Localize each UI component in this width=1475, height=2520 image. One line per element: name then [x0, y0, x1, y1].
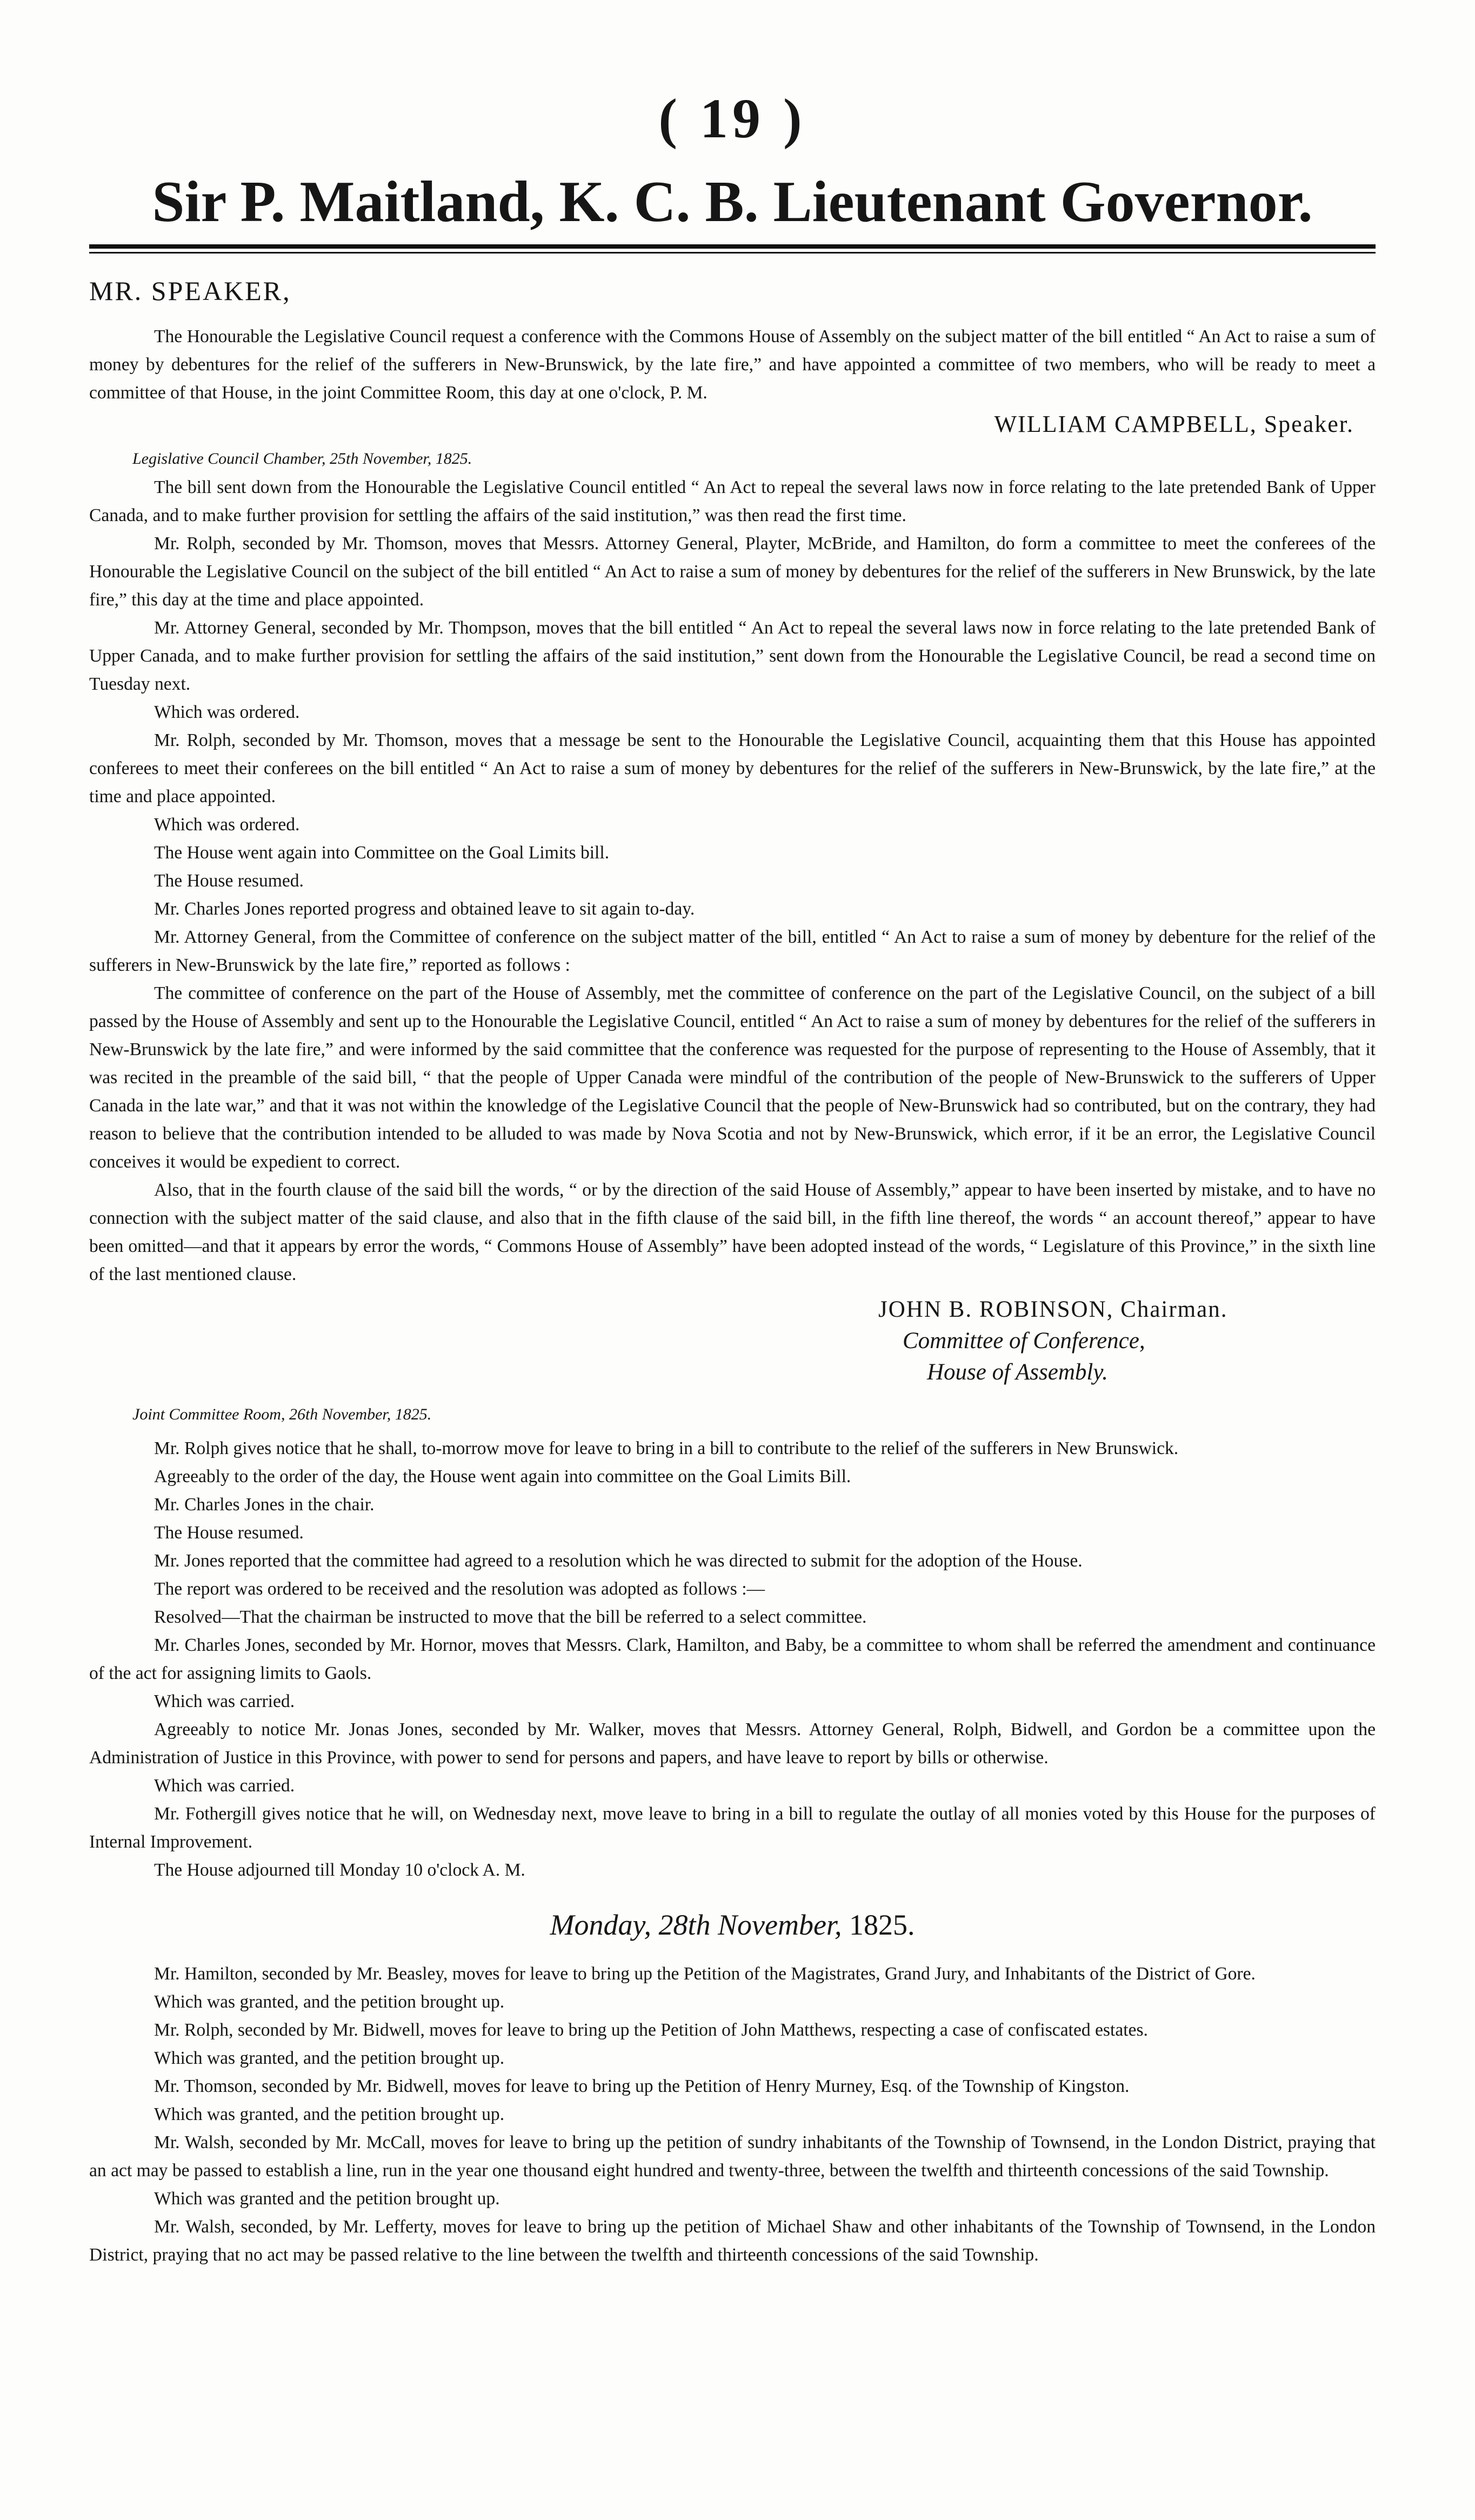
day-heading: [89, 1908, 1376, 1942]
report-paragraph: Also, that in the fourth clause of the said bill the words, “ or by the direction of the said House of Assembly,” appear to have been inserted by mistake, and to have no connection with the subject matter of the said clause, and also that in the fifth clause of the said bill, in the fifth line thereof, the words “ an account thereof,” appear to have been omitted—and that it appears by error the words, “ Commons House of Assembly” have been adopted instead of the words, “ Legislature of this Province,” in the sixth line of the last mentioned clause.: [89, 1180, 1376, 1285]
entry-paragraph: Which was ordered.: [154, 702, 300, 723]
committee-signature: [878, 1294, 1376, 1388]
speaker-signature: WILLIAM CAMPBELL, Speaker.: [994, 411, 1354, 438]
entry-paragraph: Resolved—That the chairman be instructed to move that the bill be referred to a select committee.: [154, 1607, 867, 1628]
entry-paragraph: Mr. Rolph gives notice that he shall, to-morrow move for leave to bring in a bill to contribute to the relief of the sufferers in New Brunswick.: [154, 1438, 1179, 1459]
entry-paragraph: The report was ordered to be received and the resolution was adopted as follows :—: [154, 1579, 765, 1599]
page-number: ( 19 ): [658, 88, 806, 150]
entry-paragraph: Mr. Thomson, seconded by Mr. Bidwell, moves for leave to bring up the Petition of Henry Murney, Esq. of the Township of Kingston.: [154, 2076, 1130, 2097]
proceedings-section-c: [89, 1960, 1376, 2269]
entry-paragraph: The House went again into Committee on the Goal Limits bill.: [154, 843, 610, 863]
house-title: House of Assembly.: [927, 1359, 1108, 1385]
joint-dateline: Joint Committee Room, 26th November, 1825.: [132, 1405, 432, 1424]
entry-paragraph: The House resumed.: [154, 1523, 304, 1543]
entry-paragraph: Mr. Charles Jones in the chair.: [154, 1495, 375, 1515]
entry-paragraph: Which was carried.: [154, 1776, 295, 1796]
proceedings-section-a: [89, 474, 1376, 1289]
entry-paragraph: Mr. Charles Jones reported progress and obtained leave to sit again to-day.: [154, 899, 695, 919]
message-address: MR. SPEAKER,: [89, 276, 291, 306]
chairman-name: JOHN B. ROBINSON, Chairman.: [878, 1297, 1228, 1323]
entry-paragraph: The bill sent down from the Honourable the Legislative Council entitled “ An Act to repeal the several laws now in force relating to the late pretended Bank of Upper Canada, and to make further provision for settling the affairs of the said institution,” was then read the first time.: [89, 477, 1376, 526]
council-dateline: Legislative Council Chamber, 25th November, 1825.: [132, 450, 472, 468]
day-heading-date: Monday, 28th November,: [550, 1909, 842, 1942]
entry-paragraph: Mr. Rolph, seconded by Mr. Thomson, moves that Messrs. Attorney General, Playter, McBride, and Hamilton, do form a committee to meet the conferees of the Honourable the Legislative Council on the subject of the bill entitled “ An Act to raise a sum of money by debentures for the relief of the sufferers in New Brunswick, by the late fire,” this day at the time and place appointed.: [89, 534, 1376, 610]
entry-paragraph: Mr. Charles Jones, seconded by Mr. Hornor, moves that Messrs. Clark, Hamilton, and Baby, be a committee to whom shall be referred the amendment and continuance of the act for assigning limits to Gaols.: [89, 1635, 1376, 1684]
entry-paragraph: Which was granted, and the petition brought up.: [154, 2104, 505, 2125]
entry-paragraph: Mr. Attorney General, seconded by Mr. Thompson, moves that the bill entitled “ An Act to repeal the several laws now in force relating to the late pretended Bank of Upper Canada, and to make further provision for settling the affairs of the said institution,” sent down from the Honourable the Legislative Council, be read a second time on Tuesday next.: [89, 618, 1376, 695]
entry-paragraph: Mr. Rolph, seconded by Mr. Thomson, moves that a message be sent to the Honourable the Legislative Council, acquainting them that this House has appointed conferees to meet their conferees on the bill entitled “ An Act to raise a sum of money by debentures for the relief of the sufferers in New-Brunswick, by the late fire,” at the time and place appointed.: [89, 730, 1376, 807]
entry-paragraph: Agreeably to the order of the day, the House went again into committee on the Goal Limits Bill.: [154, 1466, 851, 1487]
running-title: Sir P. Maitland, K. C. B. Lieutenant Governor.: [152, 170, 1313, 234]
journal-page: [89, 86, 1376, 2269]
report-paragraph: The committee of conference on the part of the House of Assembly, met the committee of conference on the part of the Legislative Council, on the subject of a bill passed by the House of Assembly and sent up to the Honourable the Legislative Council, entitled “ An Act to raise a sum of money by debentures for the relief of the sufferers in New-Brunswick by the late fire,” and were informed by the said committee that the conference was requested for the purpose of representing to the House of Assembly, that it was recited in the preamble of the said bill, “ that the people of Upper Canada were mindful of the contribution of the people of New-Brunswick to the sufferers of Upper Canada in the late war,” and that it was not within the knowledge of the Legislative Council that the people of New-Brunswick had so contributed, but on the contrary, they had reason to believe that the contribution intended to be alluded to was made by Nova Scotia and not by New-Brunswick, which error, if it be an error, the Legislative Council conceives it would be expedient to correct.: [89, 983, 1376, 1172]
entry-paragraph: Mr. Jones reported that the committee had agreed to a resolution which he was directed to submit for the adoption of the House.: [154, 1551, 1083, 1571]
entry-paragraph: Mr. Attorney General, from the Committee of conference on the subject matter of the bill, entitled “ An Act to raise a sum of money by debenture for the relief of the sufferers in New-Brunswick by the late fire,” reported as follows :: [89, 927, 1376, 976]
title-rule-thick: [89, 244, 1376, 249]
committee-title: Committee of Conference,: [903, 1328, 1145, 1354]
entry-paragraph: Mr. Walsh, seconded by Mr. McCall, moves for leave to bring up the petition of sundry inhabitants of the Township of Townsend, in the London District, praying that an act may be passed to establish a line, run in the year one thousand eight hundred and twenty-three, between the twelfth and thirteenth concessions of the said Township.: [89, 2132, 1376, 2181]
entry-paragraph: Mr. Walsh, seconded, by Mr. Lefferty, moves for leave to bring up the petition of Michael Shaw and other inhabitants of the Township of Townsend, in the London District, praying that no act may be passed relative to the line between the twelfth and thirteenth concessions of the said Township.: [89, 2217, 1376, 2265]
entry-paragraph: Which was carried.: [154, 1691, 295, 1712]
entry-paragraph: Mr. Fothergill gives notice that he will, on Wednesday next, move leave to bring in a bill to regulate the outlay of all monies voted by this House for the purposes of Internal Improvement.: [89, 1804, 1376, 1852]
entry-paragraph: Which was granted, and the petition brought up.: [154, 1992, 505, 2012]
entry-paragraph: The House adjourned till Monday 10 o'clock A. M.: [154, 1860, 525, 1881]
entry-paragraph: Which was ordered.: [154, 815, 300, 835]
message-body: The Honourable the Legislative Council request a conference with the Commons House of Assembly on the subject matter of the bill entitled “ An Act to raise a sum of money by debentures for the relief of the sufferers in New-Brunswick, by the late fire,” and have appointed a committee of two members, who will be ready to meet a committee of that House, in the joint Committee Room, this day at one o'clock, P. M.: [89, 326, 1376, 403]
entry-paragraph: The House resumed.: [154, 871, 304, 891]
entry-paragraph: Which was granted and the petition brought up.: [154, 2189, 500, 2209]
day-heading-year: 1825.: [842, 1909, 915, 1942]
entry-paragraph: Mr. Hamilton, seconded by Mr. Beasley, moves for leave to bring up the Petition of the Magistrates, Grand Jury, and Inhabitants of the District of Gore.: [154, 1964, 1256, 1984]
proceedings-section-b: [89, 1435, 1376, 1884]
title-rule-thin: [89, 252, 1376, 254]
entry-paragraph: Which was granted, and the petition brought up.: [154, 2048, 505, 2069]
entry-paragraph: Agreeably to notice Mr. Jonas Jones, seconded by Mr. Walker, moves that Messrs. Attorney General, Rolph, Bidwell, and Gordon be a committee upon the Administration of Justice in this Province, with power to send for persons and papers, and have leave to report by bills or otherwise.: [89, 1719, 1376, 1768]
entry-paragraph: Mr. Rolph, seconded by Mr. Bidwell, moves for leave to bring up the Petition of John Matthews, respecting a case of confiscated estates.: [154, 2020, 1148, 2041]
